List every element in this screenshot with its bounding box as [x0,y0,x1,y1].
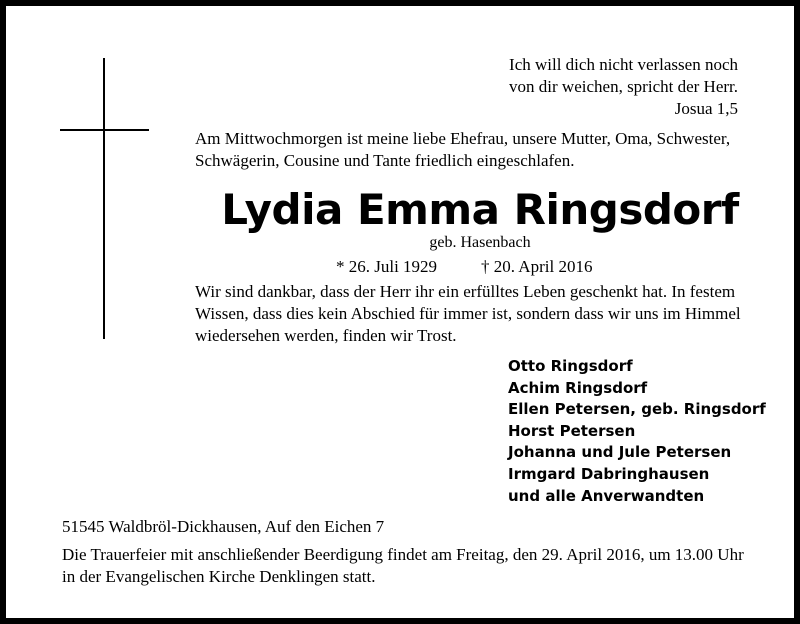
deceased-name: Lydia Emma Ringsdorf [221,185,739,234]
funeral-info [62,544,762,588]
thanks-text [195,281,767,347]
bible-verse [509,54,738,120]
mourner-name: Ellen Petersen, geb. Ringsdorf [508,400,766,419]
intro-line: Schwägerin, Cousine und Tante friedlich eingeschlafen. [195,151,575,170]
birth-name: geb. Hasenbach [429,234,531,251]
mourner-name: Horst Petersen [508,421,636,440]
family-address: 51545 Waldbröl-Dickhausen, Auf den Eichen 7 [62,517,385,536]
verse-line: von dir weichen, spricht der Herr. [509,77,738,96]
verse-line: Ich will dich nicht verlassen noch [509,55,738,74]
thanks-line: wiedersehen werden, finden wir Trost. [195,326,457,345]
funeral-line: in der Evangelischen Kirche Denklingen statt. [62,567,376,586]
death-date: † 20. April 2016 [481,257,593,276]
intro-text [195,128,765,172]
verse-reference: Josua 1,5 [674,99,738,118]
thanks-line: Wissen, dass dies kein Abschied für immer ist, sondern dass wir uns im Himmel [195,304,741,323]
cross-icon-bar [60,129,149,131]
funeral-line: Die Trauerfeier mit anschließender Beerdigung findet am Freitag, den 29. April 2016, um 13.00 Uhr [62,545,744,564]
mourners-list [508,356,766,507]
cross-icon [103,58,105,339]
mourner-name: Achim Ringsdorf [508,378,648,397]
birth-date: * 26. Juli 1929 [336,257,438,276]
intro-line: Am Mittwochmorgen ist meine liebe Ehefrau, unsere Mutter, Oma, Schwester, [195,129,731,148]
mourner-name: und alle Anverwandten [508,486,705,505]
mourner-name: Otto Ringsdorf [508,357,633,375]
mourner-name: Irmgard Dabringhausen [508,464,710,483]
mourner-name: Johanna und Jule Petersen [508,443,732,462]
thanks-line: Wir sind dankbar, dass der Herr ihr ein erfülltes Leben geschenkt hat. In festem [195,282,736,301]
